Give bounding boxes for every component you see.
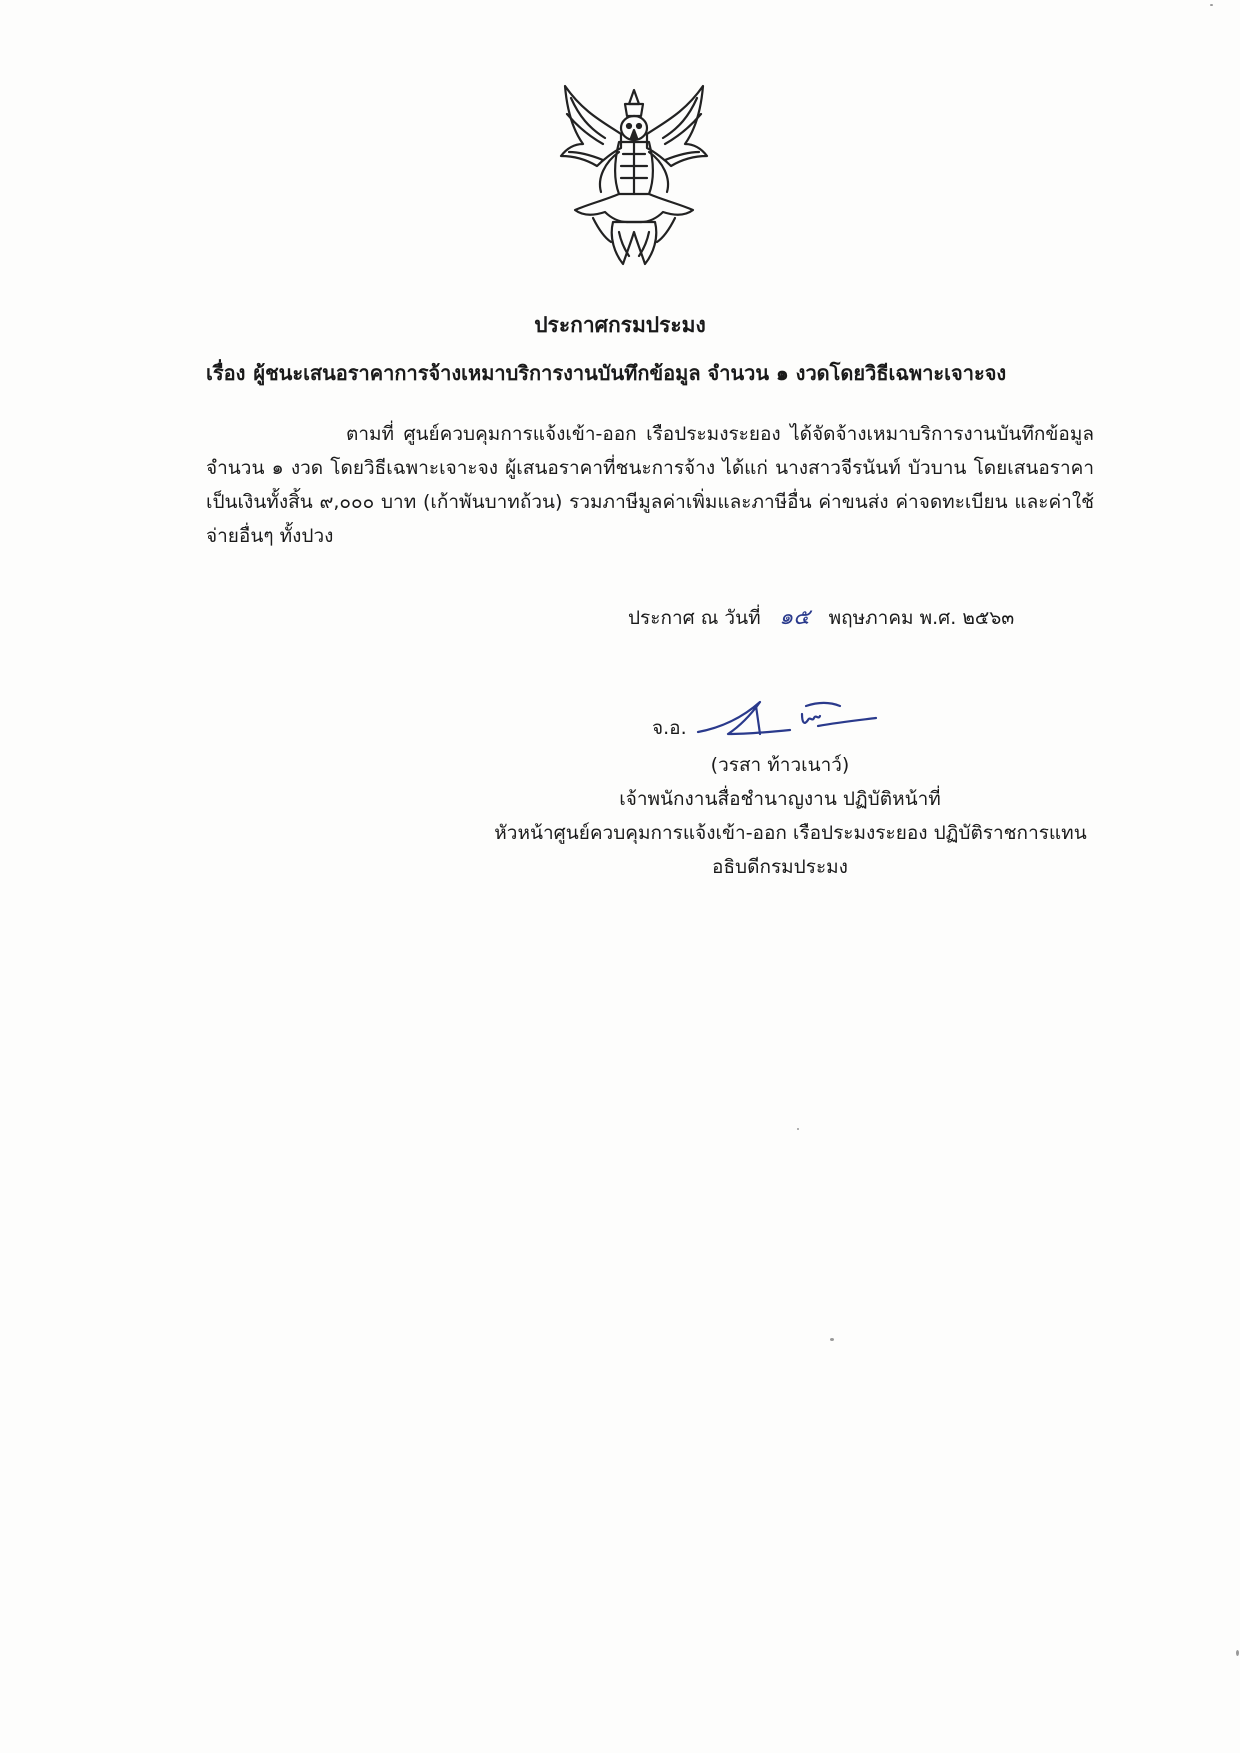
- date-prefix: ประกาศ ณ วันที่: [628, 607, 761, 629]
- page-title: ประกาศกรมประมง: [534, 313, 706, 337]
- date-month-year: พฤษภาคม พ.ศ. ๒๕๖๓: [828, 607, 1015, 629]
- subject-label: เรื่อง: [206, 361, 246, 385]
- announcement-date: [628, 603, 1014, 633]
- signer-position-1: เจ้าพนักงานสื่อชำนาญงาน ปฏิบัติหน้าที่: [619, 788, 941, 810]
- body-paragraph: ตามที่ ศูนย์ควบคุมการแจ้งเข้า-ออก เรือประมงระยอง ได้จัดจ้างเหมาบริการงานบันทึกข้อมูล จำนวน ๑ งวด โดยวิธีเฉพาะเจาะจง ผู้เสนอราคาที่ชนะการจ้าง ได้แก่ นางสาวจีรนันท์ บัวบาน โดยเสนอราคาเป็นเงินทั้งสิ้น ๙,๐๐๐ บาท (เก้าพันบาทถ้วน) รวมภาษีมูลค่าเพิ่มและภาษีอื่น ค่าขนส่ง ค่าจดทะเบียน และค่าใช้จ่ายอื่นๆ ทั้งปวง: [206, 423, 1094, 547]
- signer-name: (วรสา ท้าวเนาว์): [710, 754, 850, 776]
- signature-rank-prefix: จ.อ.: [652, 717, 687, 739]
- garuda-emblem-icon: [553, 82, 715, 272]
- signer-position-2: หัวหน้าศูนย์ควบคุมการแจ้งเข้า-ออก เรือประมงระยอง ปฏิบัติราชการแทน: [494, 822, 1087, 844]
- signer-position-3: อธิบดีกรมประมง: [712, 856, 848, 878]
- subject-text: ผู้ชนะเสนอราคาการจ้างเหมาบริการงานบันทึกข้อมูล จำนวน ๑ งวดโดยวิธีเฉพาะเจาะจง: [253, 361, 1007, 385]
- scan-speck: [1236, 1650, 1239, 1656]
- scan-speck: [797, 1128, 799, 1130]
- date-day: ๑๕: [779, 605, 810, 630]
- handwritten-signature: [690, 688, 880, 746]
- scan-speck: [1210, 4, 1213, 6]
- subject-line: [206, 358, 1106, 388]
- scan-speck: [830, 1338, 834, 1341]
